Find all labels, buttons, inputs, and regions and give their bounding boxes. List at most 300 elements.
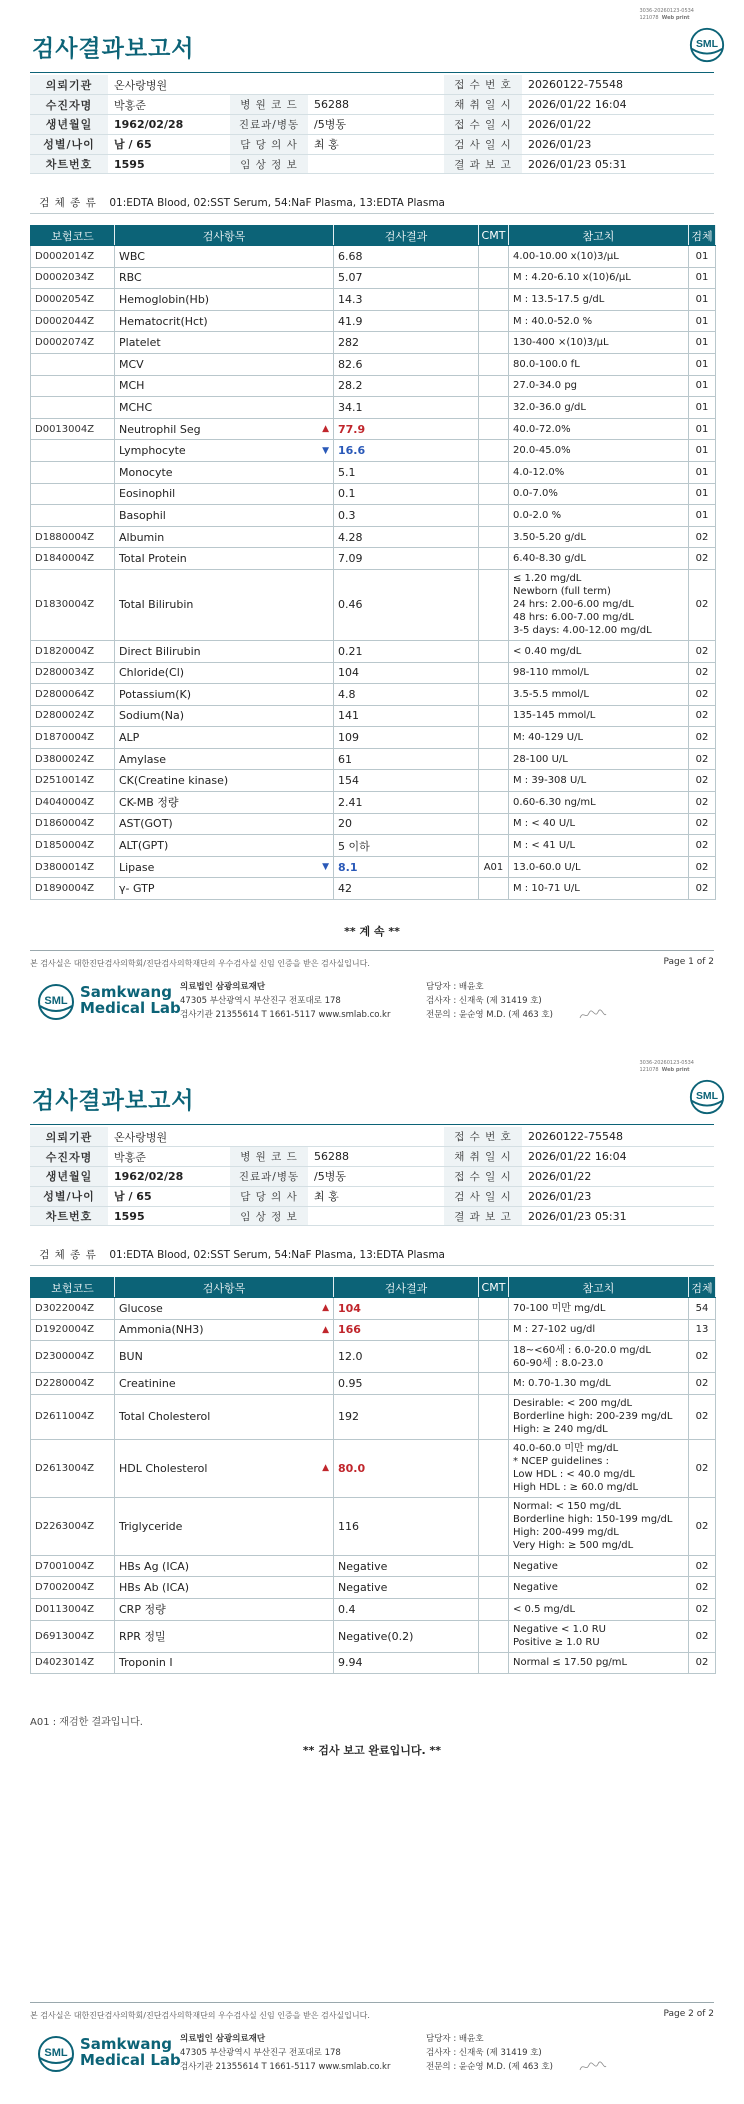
test-result: 4.8 — [334, 684, 479, 706]
label-test-date: 검 사 일 시 — [444, 134, 522, 154]
test-item-name: CRP 정량 — [119, 1603, 166, 1617]
test-result: 166 — [334, 1319, 479, 1341]
reference-line: Normal ≤ 17.50 pg/mL — [513, 1657, 628, 1669]
specimen-code: 13 — [689, 1319, 716, 1341]
low-flag-icon: ▼ — [322, 862, 329, 873]
value-receipt-date: 2026/01/22 — [522, 1167, 714, 1187]
comment-code — [479, 267, 509, 289]
svg-text:SML: SML — [44, 995, 68, 1007]
value-clinical-info — [308, 1206, 444, 1226]
test-result: 6.68 — [334, 246, 479, 268]
label-chart-number: 차트번호 — [30, 1206, 108, 1226]
result-row — [31, 662, 716, 684]
comment-code — [479, 505, 509, 527]
reference-line: M : 4.20-6.10 x(10)6/μL — [513, 272, 631, 284]
insurance-code — [31, 397, 115, 419]
specimen-code: 02 — [689, 1598, 716, 1620]
specimen-code: 02 — [689, 835, 716, 857]
reference-line: 0.0-7.0% — [513, 488, 558, 500]
insurance-code: D1920004Z — [31, 1319, 115, 1341]
reference-range — [509, 1319, 689, 1341]
insurance-code: D6913004Z — [31, 1620, 115, 1652]
test-item — [115, 332, 334, 354]
comment-code — [479, 1497, 509, 1555]
comment-code — [479, 1373, 509, 1395]
specimen-code: 02 — [689, 1577, 716, 1599]
specimen-code: 02 — [689, 640, 716, 662]
test-item-name: Platelet — [119, 336, 161, 350]
test-item-name: Total Protein — [119, 552, 187, 566]
result-row — [31, 461, 716, 483]
reference-line: Borderline high: 200-239 mg/dL — [513, 1411, 673, 1423]
value-report-time: 2026/01/23 05:31 — [522, 154, 714, 174]
label-accession: 접 수 번 호 — [444, 75, 522, 95]
insurance-code: D2800064Z — [31, 684, 115, 706]
reference-line: 60-90세 : 8.0-23.0 — [513, 1357, 604, 1369]
comment-code — [479, 662, 509, 684]
reference-range — [509, 856, 689, 878]
result-row — [31, 1497, 716, 1555]
specimen-code: 01 — [689, 353, 716, 375]
specimen-code: 01 — [689, 289, 716, 311]
test-result: 14.3 — [334, 289, 479, 311]
reference-range — [509, 748, 689, 770]
reference-line: M : 39-308 U/L — [513, 775, 587, 787]
comment-code — [479, 310, 509, 332]
test-item — [115, 705, 334, 727]
insurance-code — [31, 440, 115, 462]
test-item — [115, 505, 334, 527]
specimen-code: 02 — [689, 548, 716, 570]
test-item-name: γ- GTP — [119, 882, 155, 896]
reference-range — [509, 662, 689, 684]
reference-line: 135-145 mmol/L — [513, 710, 596, 722]
reference-range — [509, 878, 689, 900]
result-row — [31, 1298, 716, 1320]
test-result: 104 — [334, 662, 479, 684]
test-result: 77.9 — [334, 418, 479, 440]
reference-line: < 0.5 mg/dL — [513, 1603, 576, 1615]
value-report-time: 2026/01/23 05:31 — [522, 1206, 714, 1226]
comment-code — [479, 440, 509, 462]
value-department: /5병동 — [308, 1167, 444, 1187]
reference-range — [509, 332, 689, 354]
test-item-name: ALT(GPT) — [119, 839, 169, 853]
test-item — [115, 267, 334, 289]
label-chart-number: 차트번호 — [30, 154, 108, 174]
low-flag-icon: ▼ — [322, 445, 329, 456]
label-hospital-code: 병 원 코 드 — [230, 95, 308, 115]
reference-line: 48 hrs: 6.00-7.00 mg/dL — [513, 612, 634, 624]
insurance-code: D0113004Z — [31, 1598, 115, 1620]
specimen-code: 02 — [689, 813, 716, 835]
reference-line: M : 13.5-17.5 g/dL — [513, 293, 605, 305]
results-header-row — [31, 1278, 716, 1298]
continued-label: ** 계 속 ** — [344, 925, 400, 938]
brand-name: Samkwang Medical Lab — [80, 2035, 181, 2069]
comment-code — [479, 569, 509, 640]
reference-range — [509, 310, 689, 332]
value-accession: 20260122-75548 — [522, 75, 714, 95]
test-item-name: HBs Ab (ICA) — [119, 1581, 190, 1595]
reference-line: Newborn (full term) — [513, 586, 611, 598]
label-accession: 접 수 번 호 — [444, 1127, 522, 1147]
reference-line: Negative — [513, 1560, 558, 1572]
reference-line: M: 40-129 U/L — [513, 732, 584, 744]
comment-code — [479, 684, 509, 706]
specimen-code: 02 — [689, 1497, 716, 1555]
reference-range — [509, 418, 689, 440]
label-department: 진료과/병동 — [230, 1167, 308, 1187]
footer-block — [30, 2030, 714, 2090]
specimen-code: 02 — [689, 1555, 716, 1577]
test-result: Negative — [334, 1577, 479, 1599]
comment-code — [479, 1394, 509, 1439]
header-rule — [30, 72, 714, 73]
result-row — [31, 397, 716, 419]
test-item — [115, 440, 334, 462]
insurance-code — [31, 375, 115, 397]
result-row — [31, 505, 716, 527]
insurance-code: D1820004Z — [31, 640, 115, 662]
report-title: 검사결과보고서 — [32, 1088, 195, 1114]
test-item-name: BUN — [119, 1350, 143, 1364]
reference-range — [509, 353, 689, 375]
comment-code — [479, 418, 509, 440]
label-department: 진료과/병동 — [230, 115, 308, 135]
specimen-code: 02 — [689, 569, 716, 640]
comment-code — [479, 878, 509, 900]
test-item-name: Lipase — [119, 860, 155, 874]
value-collection-time: 2026/01/22 16:04 — [522, 95, 714, 115]
reference-range — [509, 1620, 689, 1652]
insurance-code: D7001004Z — [31, 1555, 115, 1577]
value-requester: 온사랑병원 — [108, 1127, 444, 1147]
test-item-name: Total Cholesterol — [119, 1410, 211, 1424]
insurance-code — [31, 353, 115, 375]
reference-range — [509, 640, 689, 662]
signature — [578, 2060, 608, 2074]
reference-range — [509, 1652, 689, 1674]
test-result: 8.1 — [334, 856, 479, 878]
insurance-code: D0002044Z — [31, 310, 115, 332]
result-row — [31, 684, 716, 706]
comment-code — [479, 461, 509, 483]
insurance-code: D2613004Z — [31, 1439, 115, 1497]
specimen-code: 02 — [689, 1620, 716, 1652]
result-row — [31, 1319, 716, 1341]
insurance-code: D2611004Z — [31, 1394, 115, 1439]
reference-range — [509, 483, 689, 505]
reference-line: * NCEP guidelines : — [513, 1456, 609, 1468]
label-requester: 의뢰기관 — [30, 1127, 108, 1147]
institution-info: 의료법인 삼광의료재단 47305 부산광역시 부산진구 전포대로 178 검사기관 21355614 T 1661-5117 www.smlab.co.kr — [180, 982, 391, 1020]
reference-line: 3-5 days: 4.00-12.00 mg/dL — [513, 625, 652, 637]
label-specimen: 검 체 종 류 — [39, 1249, 97, 1261]
comment-code — [479, 526, 509, 548]
reference-range — [509, 792, 689, 814]
specimen-code: 02 — [689, 684, 716, 706]
reference-line: 18~<60세 : 6.0-20.0 mg/dL — [513, 1344, 651, 1356]
reference-range — [509, 770, 689, 792]
test-item-name: Hemoglobin(Hb) — [119, 292, 210, 306]
test-result: 12.0 — [334, 1341, 479, 1373]
header-specimen: 검체 — [689, 1278, 716, 1298]
test-item-name: Potassium(K) — [119, 687, 192, 701]
reference-range — [509, 1439, 689, 1497]
signature — [578, 1008, 608, 1022]
reference-range — [509, 1373, 689, 1395]
report-title: 검사결과보고서 — [32, 36, 195, 62]
reference-line: High HDL : ≥ 60.0 mg/dL — [513, 1482, 639, 1494]
specimen-code: 01 — [689, 375, 716, 397]
reference-line: M : < 40 U/L — [513, 818, 576, 830]
comment-code — [479, 1598, 509, 1620]
specimen-code: 02 — [689, 770, 716, 792]
test-result: 42 — [334, 878, 479, 900]
test-item-name: CK-MB 정량 — [119, 796, 179, 810]
test-item — [115, 1439, 334, 1497]
test-item — [115, 1319, 334, 1341]
test-item — [115, 289, 334, 311]
label-report-time: 결 과 보 고 — [444, 154, 522, 174]
label-specimen: 검 체 종 류 — [39, 197, 97, 209]
test-item — [115, 748, 334, 770]
comment-code — [479, 813, 509, 835]
test-result: 0.3 — [334, 505, 479, 527]
value-physician: 최 홍 — [308, 1186, 444, 1206]
reference-range — [509, 397, 689, 419]
reference-line: 3.5-5.5 mmol/L — [513, 688, 589, 700]
comment-code — [479, 353, 509, 375]
specimen-code: 02 — [689, 1439, 716, 1497]
result-row — [31, 548, 716, 570]
reference-range — [509, 705, 689, 727]
specimen-code: 02 — [689, 1652, 716, 1674]
results-table-page-2 — [30, 1277, 716, 1674]
test-item-name: Sodium(Na) — [119, 709, 184, 723]
specimen-code: 02 — [689, 748, 716, 770]
test-result: 116 — [334, 1497, 479, 1555]
test-result: 282 — [334, 332, 479, 354]
test-item — [115, 1577, 334, 1599]
value-hospital-code: 56288 — [308, 95, 444, 115]
test-item — [115, 483, 334, 505]
footer-rule — [30, 950, 714, 951]
result-row — [31, 353, 716, 375]
reference-line: Low HDL : < 40.0 mg/dL — [513, 1469, 635, 1481]
insurance-code: D2263004Z — [31, 1497, 115, 1555]
specimen-types — [30, 192, 714, 214]
staff-info: 담당자 : 배윤호 검사자 : 신재욱 (제 31419 호) 전문의 : 윤순영 M.D. (제 463 호) — [426, 2034, 553, 2072]
test-item-name: CK(Creatine kinase) — [119, 774, 229, 788]
a01-note: A01 : 재검한 결과입니다. — [30, 1717, 143, 1728]
result-row — [31, 332, 716, 354]
reference-line: Normal: < 150 mg/dL — [513, 1501, 621, 1513]
comment-code — [479, 1319, 509, 1341]
reference-range — [509, 246, 689, 268]
value-hospital-code: 56288 — [308, 1147, 444, 1167]
reference-line: 20.0-45.0% — [513, 445, 571, 457]
reference-line: 98-110 mmol/L — [513, 667, 589, 679]
comment-code — [479, 748, 509, 770]
test-item — [115, 727, 334, 749]
insurance-code: D0002074Z — [31, 332, 115, 354]
reference-range — [509, 727, 689, 749]
result-row — [31, 1555, 716, 1577]
insurance-code: D0002054Z — [31, 289, 115, 311]
reference-line: 27.0-34.0 pg — [513, 380, 578, 392]
comment-code — [479, 375, 509, 397]
test-result: 28.2 — [334, 375, 479, 397]
reference-line: M: 0.70-1.30 mg/dL — [513, 1377, 611, 1389]
test-result: 0.21 — [334, 640, 479, 662]
reference-range — [509, 1497, 689, 1555]
specimen-code: 02 — [689, 856, 716, 878]
value-patient-name: 박홍준 — [108, 95, 230, 115]
test-result: 80.0 — [334, 1439, 479, 1497]
footer-block — [30, 978, 714, 1038]
insurance-code: D2510014Z — [31, 770, 115, 792]
test-result: 34.1 — [334, 397, 479, 419]
insurance-code: D2300004Z — [31, 1341, 115, 1373]
certification-note: 본 검사실은 대한진단검사의학회/진단검사의학재단의 우수검사실 신임 인증을 받은 검사실입니다. — [30, 959, 370, 968]
label-physician: 담 당 의 사 — [230, 1186, 308, 1206]
insurance-code: D1860004Z — [31, 813, 115, 835]
institution-info: 의료법인 삼광의료재단 47305 부산광역시 부산진구 전포대로 178 검사기관 21355614 T 1661-5117 www.smlab.co.kr — [180, 2034, 391, 2072]
test-result: 9.94 — [334, 1652, 479, 1674]
test-item — [115, 640, 334, 662]
result-row — [31, 727, 716, 749]
result-row — [31, 440, 716, 462]
test-item-name: ALP — [119, 731, 140, 745]
comment-code — [479, 548, 509, 570]
specimen-code: 01 — [689, 397, 716, 419]
test-result: Negative — [334, 1555, 479, 1577]
footer-rule — [30, 2002, 714, 2003]
header-code: 보험코드 — [31, 226, 115, 246]
comment-code — [479, 332, 509, 354]
test-result: 0.46 — [334, 569, 479, 640]
reference-range — [509, 835, 689, 857]
specimen-code: 54 — [689, 1298, 716, 1320]
label-collection-time: 채 취 일 시 — [444, 95, 522, 115]
test-result: 5 이하 — [334, 835, 479, 857]
report-complete-label: ** 검사 보고 완료입니다. ** — [302, 1744, 442, 1757]
insurance-code: D1850004Z — [31, 835, 115, 857]
comment-code — [479, 640, 509, 662]
result-row — [31, 526, 716, 548]
value-specimen: 01:EDTA Blood, 02:SST Serum, 54:NaF Plasma, 13:EDTA Plasma — [109, 197, 445, 209]
test-result: 4.28 — [334, 526, 479, 548]
insurance-code: D1870004Z — [31, 727, 115, 749]
insurance-code: D7002004Z — [31, 1577, 115, 1599]
test-item — [115, 1555, 334, 1577]
svg-text:SML: SML — [44, 2047, 68, 2059]
reference-line: 24 hrs: 2.00-6.00 mg/dL — [513, 599, 634, 611]
test-item — [115, 569, 334, 640]
label-patient-name: 수진자명 — [30, 95, 108, 115]
test-result: 192 — [334, 1394, 479, 1439]
insurance-code: D1840004Z — [31, 548, 115, 570]
test-item — [115, 418, 334, 440]
comment-code — [479, 1652, 509, 1674]
comment-code — [479, 1341, 509, 1373]
reference-line: M : 40.0-52.0 % — [513, 315, 593, 327]
test-result: 5.07 — [334, 267, 479, 289]
label-report-time: 결 과 보 고 — [444, 1206, 522, 1226]
test-item — [115, 770, 334, 792]
value-collection-time: 2026/01/22 16:04 — [522, 1147, 714, 1167]
test-item-name: Creatinine — [119, 1376, 176, 1390]
result-row — [31, 813, 716, 835]
comment-code — [479, 727, 509, 749]
reference-range — [509, 684, 689, 706]
result-row — [31, 289, 716, 311]
test-item-name: Eosinophil — [119, 487, 176, 501]
header-result: 검사결과 — [334, 226, 479, 246]
sml-logo-icon — [36, 2034, 76, 2074]
test-result: 16.6 — [334, 440, 479, 462]
results-table-page-1 — [30, 225, 716, 900]
reference-range — [509, 1298, 689, 1320]
reference-range — [509, 1341, 689, 1373]
label-patient-name: 수진자명 — [30, 1147, 108, 1167]
reference-range — [509, 548, 689, 570]
test-item — [115, 397, 334, 419]
test-item — [115, 1373, 334, 1395]
test-result: 41.9 — [334, 310, 479, 332]
specimen-code: 02 — [689, 705, 716, 727]
reference-range — [509, 813, 689, 835]
test-item-name: Neutrophil Seg — [119, 422, 201, 436]
reference-line: M : 10-71 U/L — [513, 883, 580, 895]
test-result: 104 — [334, 1298, 479, 1320]
label-birthdate: 생년월일 — [30, 1167, 108, 1187]
sml-logo-icon — [688, 26, 726, 64]
label-clinical-info: 임 상 정 보 — [230, 154, 308, 174]
header-reference: 참고치 — [509, 226, 689, 246]
test-item — [115, 878, 334, 900]
value-physician: 최 홍 — [308, 134, 444, 154]
reference-line: Negative < 1.0 RU — [513, 1624, 606, 1636]
result-row — [31, 267, 716, 289]
insurance-code: D3800014Z — [31, 856, 115, 878]
test-item-name: Glucose — [119, 1301, 163, 1315]
page-number: Page 2 of 2 — [663, 2009, 714, 2019]
test-result: Negative(0.2) — [334, 1620, 479, 1652]
insurance-code: D4040004Z — [31, 792, 115, 814]
certification-note: 본 검사실은 대한진단검사의학회/진단검사의학재단의 우수검사실 신임 인증을 받은 검사실입니다. — [30, 2011, 370, 2020]
test-item-name: Lymphocyte — [119, 444, 186, 458]
insurance-code: D0002034Z — [31, 267, 115, 289]
comment-code — [479, 835, 509, 857]
specimen-code: 01 — [689, 246, 716, 268]
info-row — [30, 1147, 714, 1167]
test-item-name: Monocyte — [119, 465, 173, 479]
value-requester: 온사랑병원 — [108, 75, 444, 95]
test-item — [115, 792, 334, 814]
info-row — [30, 134, 714, 154]
insurance-code: D1830004Z — [31, 569, 115, 640]
reference-line: M : < 41 U/L — [513, 840, 576, 852]
test-item-name: MCV — [119, 357, 144, 371]
reference-line: High: 200-499 mg/dL — [513, 1527, 619, 1539]
reference-line: 80.0-100.0 fL — [513, 358, 580, 370]
insurance-code: D4023014Z — [31, 1652, 115, 1674]
test-item — [115, 813, 334, 835]
result-row — [31, 569, 716, 640]
